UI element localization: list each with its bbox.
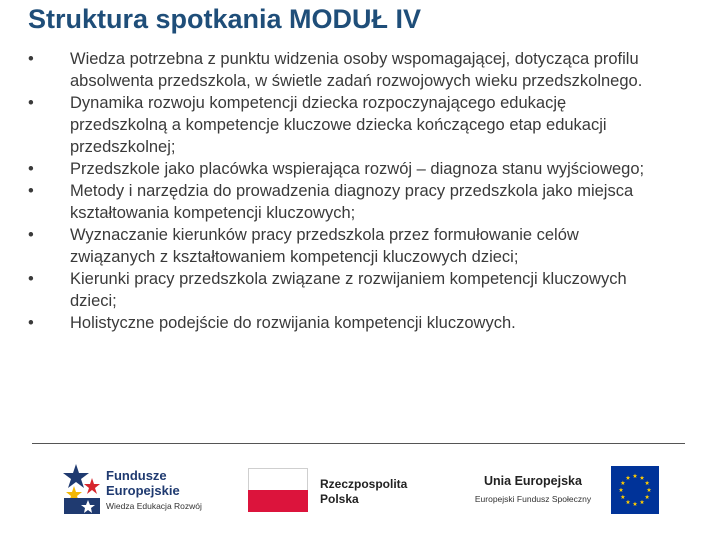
- unia-europejska-label: [458, 474, 608, 504]
- eu-flag-icon: [611, 466, 659, 514]
- list-item: [28, 158, 658, 180]
- footer-divider: [32, 443, 685, 444]
- footer-logos: [0, 458, 720, 538]
- bullet-text: Przedszkole jako placówka wspierająca rozwój – diagnoza stanu wyjściowego;: [70, 160, 645, 178]
- bullet-text: Holistyczne podejście do rozwijania kompetencji kluczowych.: [70, 314, 516, 332]
- polish-flag-icon: [248, 468, 308, 512]
- ue-fund-name: Europejski Fundusz Społeczny: [474, 494, 592, 504]
- list-item: [28, 224, 658, 268]
- rzeczpospolita-polska-label: [320, 477, 407, 507]
- bullet-marker: •: [28, 160, 34, 178]
- bullet-list: [28, 48, 658, 334]
- bullet-marker: •: [28, 94, 34, 112]
- rp-line1: Rzeczpospolita: [320, 477, 408, 491]
- bullet-marker: •: [28, 226, 34, 244]
- list-item: [28, 312, 658, 334]
- ue-title: Unia Europejska: [484, 474, 582, 488]
- rp-line2: Polska: [320, 492, 359, 506]
- bullet-marker: •: [28, 314, 34, 332]
- fe-program-name: Wiedza Edukacja Rozwój: [106, 501, 202, 511]
- bullet-text: Kierunki pracy przedszkola związane z rozwijaniem kompetencji kluczowych dzieci;: [70, 270, 627, 310]
- list-item: [28, 48, 658, 92]
- bullet-marker: •: [28, 182, 34, 200]
- bullet-text: Wyznaczanie kierunków pracy przedszkola przez formułowanie celów związanych z kształtowaniem kompetencji kluczowych dzieci;: [70, 226, 579, 266]
- bullet-marker: •: [28, 50, 34, 68]
- bullet-marker: •: [28, 270, 34, 288]
- bullet-text: Wiedza potrzebna z punktu widzenia osoby wspomagającej, dotycząca profilu absolwenta przedszkola, w świetle zadań rozwojowych wieku przedszkolnego.: [70, 50, 643, 90]
- list-item: [28, 268, 658, 312]
- list-item: [28, 92, 658, 158]
- fundusze-europejskie-logo: [62, 462, 222, 522]
- fe-star-icon: [62, 464, 104, 516]
- list-item: [28, 180, 658, 224]
- fe-name-line2: Europejskie: [106, 483, 180, 498]
- bullet-text: Metody i narzędzia do prowadzenia diagnozy pracy przedszkola jako miejsca kształtowania kompetencji kluczowych;: [70, 182, 634, 222]
- fe-name-line1: Fundusze: [106, 468, 167, 483]
- bullet-text: Dynamika rozwoju kompetencji dziecka rozpoczynającego edukację przedszkolną a kompetencje kluczowe dziecka kończącego etap edukacji przedszkolnej;: [70, 94, 607, 156]
- slide-title: Struktura spotkania MODUŁ IV: [28, 4, 422, 34]
